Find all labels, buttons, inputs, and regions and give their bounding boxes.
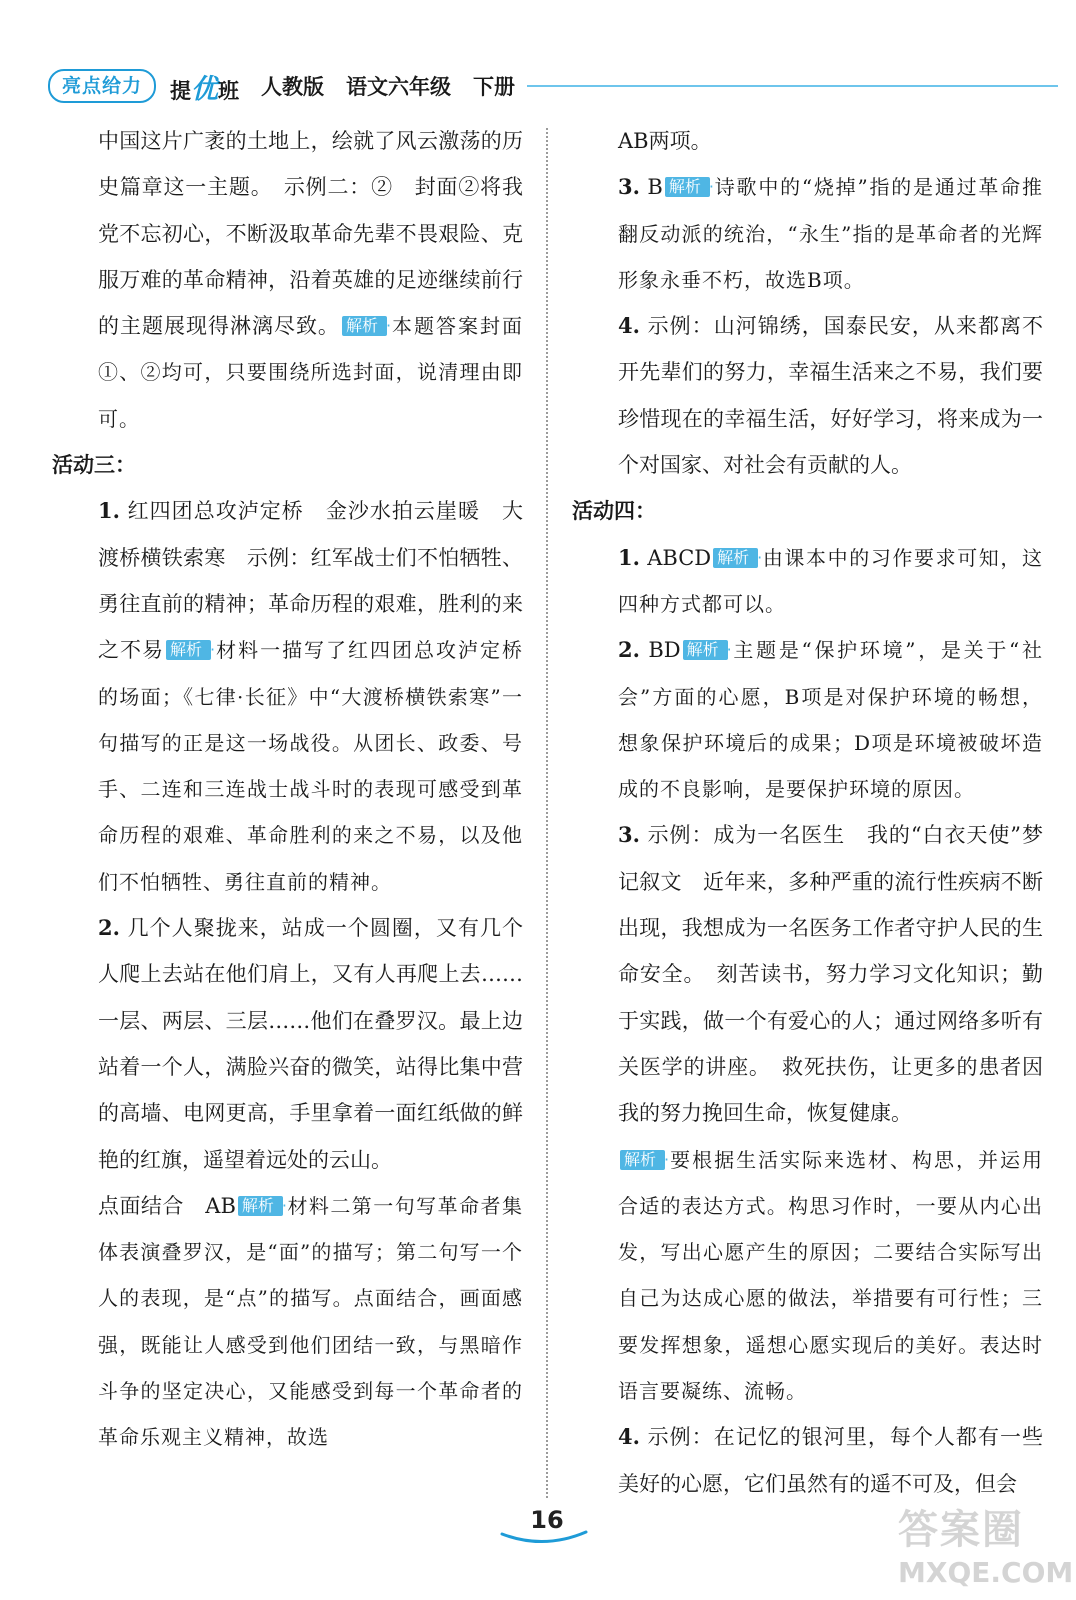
analysis-tag: 解析 ·	[342, 316, 387, 336]
activity4-question-3	[618, 812, 1064, 1136]
question-number: 1.	[618, 544, 640, 570]
analysis-text: 材料一描写了红四团总攻泸定桥的场面；《七律·长征》中“大渡桥横铁索寒”一句描写的正是这一场战役。从团长、政委、号手、二连和三连战士战斗时的表现可感受到革命历程的艰难、革命胜利的来之不易，以及他们不怕牺牲、勇往直前的精神。	[98, 638, 524, 894]
analysis-text: 由课本中的习作要求可知，这四种方式都可以。	[618, 545, 1043, 616]
analysis-tag: 解析 ·	[166, 640, 211, 660]
analysis-text: 本题答案封面①、②均可，只要围绕所选封面，说清理由即可。	[98, 314, 524, 431]
page-number: 16	[530, 1506, 564, 1534]
question-number: 2.	[618, 637, 640, 663]
answer-paragraph	[98, 118, 523, 442]
question-3	[618, 164, 1043, 303]
watermark-bottom: MXQE.COM	[898, 1556, 1074, 1589]
brand-post: 班	[218, 78, 240, 103]
analysis-tag: 解析 ·	[683, 640, 728, 660]
question-number: 3.	[618, 822, 640, 848]
page-header	[48, 66, 1058, 106]
section-heading-3: 活动三：	[52, 453, 136, 478]
brand-pre: 提	[170, 78, 192, 103]
answer-text: 示例：成为一名医生 我的“白衣天使”梦 记叙文 近年来，多种严重的流行性疾病不断出现，我想成为一名医务工作者守护人民的生命安全。 刻苦读书，努力学习文化知识；勤于实践，做一个有爱心的人；通过网络多听有关医学的讲座。 救死扶伤，让更多的患者因我的努力挽回生命，恢复健康。	[618, 823, 1064, 1126]
analysis-text: 要根据生活实际来选材、构思，并运用合适的表达方式。构思习作时，一要从内心出发，写出心愿产生的原因；二要结合实际写出自己为达成心愿的做法，举措要有可行性；三要发挥想象，遥想心愿实现后的美好。表达时语言要凝练、流畅。	[618, 1147, 1043, 1404]
answer-text: 中国这片广袤的土地上，绘就了风云激荡的历史篇章这一主题。 示例二：② 封面②将我党不忘初心，不断汲取革命先辈不畏艰险、克服万难的革命精神，沿着英雄的足迹继续前行的主题展现得淋漓尽致。	[98, 129, 523, 339]
header-rule	[527, 85, 1058, 87]
left-column	[52, 118, 524, 1461]
volume-label: 下册	[473, 75, 516, 99]
question-2-cont	[98, 1183, 523, 1461]
page-number-swoosh	[494, 1528, 594, 1548]
activity4-question-3-analysis	[618, 1137, 1043, 1415]
question-1	[98, 488, 523, 905]
answer-text: BD	[648, 638, 681, 663]
question-number: 4.	[618, 1424, 640, 1450]
continued-text: AB两项。	[618, 129, 712, 153]
section-heading-4: 活动四：	[572, 499, 656, 524]
watermark	[898, 1504, 1074, 1596]
question-number: 3.	[618, 174, 640, 200]
analysis-text: 诗歌中的“烧掉”指的是通过革命推翻反动派的统治，“永生”指的是革命者的光辉形象永垂不朽，故选B项。	[618, 175, 1043, 292]
brand-big: 优	[191, 73, 219, 105]
question-2	[98, 905, 523, 1183]
answer-text: ABCD	[647, 545, 712, 570]
right-column	[572, 118, 1064, 1507]
analysis-tag: 解析 ·	[620, 1150, 665, 1170]
analysis-tag: 解析 ·	[665, 177, 710, 197]
brand-title	[170, 67, 239, 106]
column-divider	[546, 128, 548, 1498]
question-number: 4.	[618, 313, 640, 339]
subject-label: 语文六年级	[346, 75, 452, 99]
answer-text: 示例：山河锦绣，国泰民安，从来都离不开先辈们的努力，幸福生活来之不易，我们要珍惜现在的幸福生活，好好学习，将来成为一个对国家、对社会有贡献的人。	[618, 314, 1043, 478]
answer-text: 红四团总攻泸定桥 金沙水拍云崖暖 大渡桥横铁索寒 示例：红军战士们不怕牺牲、勇往直前的精神；革命历程的艰难，胜利的来之不易	[98, 499, 523, 663]
activity4-question-2	[618, 627, 1043, 812]
question-number: 2.	[98, 915, 120, 941]
series-logo: 亮点给力	[48, 69, 156, 103]
analysis-tag: 解析 ·	[238, 1196, 283, 1216]
answer-text: B	[647, 175, 663, 200]
analysis-text: 主题是“保护环境”，是关于“社会”方面的心愿，B项是对保护环境的畅想，想象保护环境后的成果；D项是环境被破坏造成的不良影响，是要保护环境的原因。	[618, 638, 1043, 802]
question-number: 1.	[98, 498, 120, 524]
activity4-question-1	[618, 535, 1043, 628]
watermark-top: 答案圈	[898, 1507, 1024, 1553]
answer-text: 示例：在记忆的银河里，每个人都有一些美好的心愿，它们虽然有的遥不可及，但会	[618, 1425, 1043, 1496]
question-4	[618, 303, 1043, 488]
answer-text: 点面结合 AB	[98, 1193, 236, 1218]
analysis-text: 材料二第一句写革命者集体表演叠罗汉，是“面”的描写；第二句写一个人的表现，是“点”的描写。点面结合，画面感强，既能让人感受到他们团结一致，与黑暗作斗争的坚定决心，又能感受到每一个革命者的革命乐观主义精神，故选	[98, 1193, 523, 1450]
analysis-tag: 解析 ·	[713, 548, 758, 568]
answer-text: 几个人聚拢来，站成一个圆圈，又有几个人爬上去站在他们肩上，又有人再爬上去……一层、两层、三层……他们在叠罗汉。最上边站着一个人，满脸兴奋的微笑，站得比集中营的高墙、电网更高，手里拿着一面红纸做的鲜艳的红旗，遥望着远处的云山。	[98, 916, 523, 1172]
activity4-question-4	[618, 1414, 1043, 1507]
edition-label: 人教版	[261, 75, 325, 99]
